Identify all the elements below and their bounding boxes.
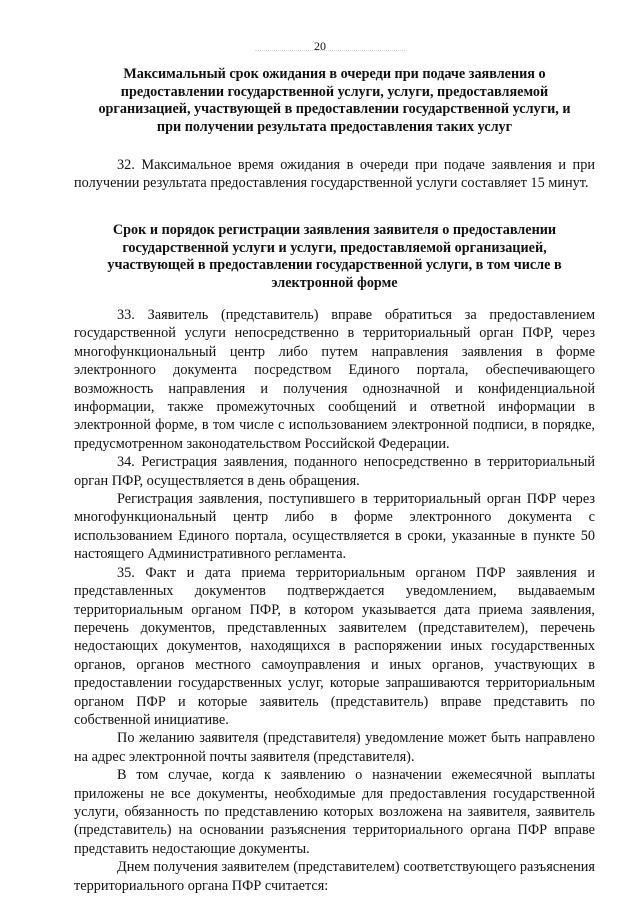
paragraph-33: 33. Заявитель (представитель) вправе обратиться за предоставлением государственной услуги непосредственно в территориальный орган ПФР, через многофункциональный центр либо путем направления заявления в форме электронного документа посредством Единого портала, обеспечивающего возможность направления и получения однозначной и конфиденциальной информации, также промежуточных сообщений и ответной информации в электронной форме, в том числе с использованием электронной подписи, в порядке, предусмотренном законодательством Российской Федерации. [74, 307, 595, 452]
paragraph-32: 32. Максимальное время ожидания в очереди при подаче заявления и при получении результата предоставления государственной услуги составляет 15 минут. [74, 157, 595, 192]
section-heading-registration: Срок и порядок регистрации заявления заявителя о предоставлении государственной услуги и услуги, предоставляемой организацией, участвующей в предоставлении государственной услуги, в том числе в электронной форме [107, 222, 562, 291]
paragraph-34-registration: Регистрация заявления, поступившего в территориальный орган ПФР через многофункциональный центр либо в форме электронного документа с использованием Единого портала, осуществляется в сроки, указанные в пункте 50 настоящего Административного регламента. [74, 491, 595, 563]
paragraph-35-email: По желанию заявителя (представителя) уведомление может быть направлено на адрес электронной почты заявителя (представителя). [74, 730, 595, 765]
paragraph-35: 35. Факт и дата приема территориальным органом ПФР заявления и представленных документов подтверждается уведомлением, выдаваемым территориальным органом ПФР, в котором указывается дата приема заявления, перечень документов, представленных заявителем (представителем), перечень недостающих документов, находящихся в распоряжении иных государственных органов, органов местного самоуправления и иных органов, участвующих в предоставлении государственных услуг, которые запрашиваются территориальным органом ПФР и которые заявитель (представитель) вправе представить по собственной инициативе. [74, 564, 595, 728]
scan-artifact [255, 50, 405, 59]
paragraph-35-missing-docs: В том случае, когда к заявлению о назначении ежемесячной выплаты приложены не все документы, необходимые для предоставления государственной услуги, обязанность по представлению которых возложена на заявителя, заявитель (представитель) на основании разъяснения территориального органа ПФР вправе представить недостающие документы. [74, 767, 595, 857]
section-heading-waiting-time: Максимальный срок ожидания в очереди при подаче заявления о предоставлении государственной услуги, услуги, предоставляемой организацией, участвующей в предоставлении государственной услуги, и при получении результата предоставления таких услуг [98, 66, 571, 135]
page-number: 20 [314, 39, 326, 53]
paragraph-35-receipt-date: Днем получения заявителем (представителем) соответствующего разъяснения территориального органа ПФР считается: [74, 859, 595, 894]
section-body-waiting-time [74, 156, 595, 193]
paragraph-34: 34. Регистрация заявления, поданного непосредственно в территориальный орган ПФР, осуществляется в день обращения. [74, 454, 595, 489]
section-body-registration [74, 306, 595, 895]
